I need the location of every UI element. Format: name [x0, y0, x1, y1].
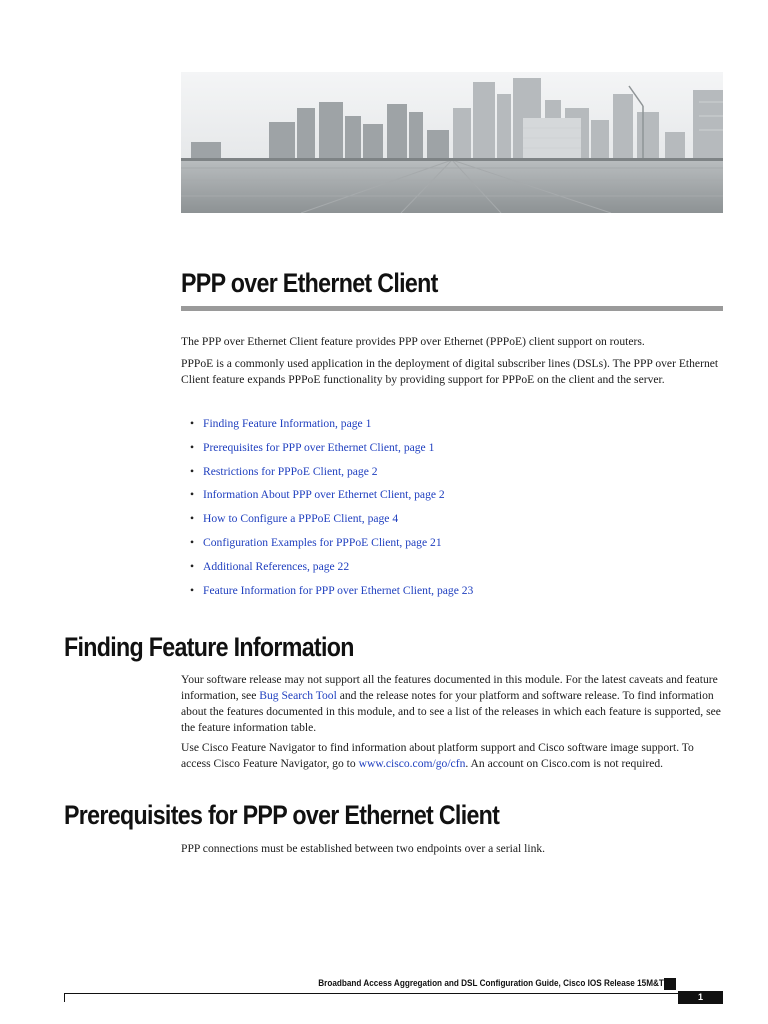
toc-link[interactable]: Configuration Examples for PPPoE Client, page 21 — [203, 535, 442, 549]
toc-link[interactable]: Additional References, page 22 — [203, 559, 350, 573]
intro-paragraph-2: PPPoE is a commonly used application in the deployment of digital subscriber lines (DSLs). The PPP over Ethernet Client feature expands PPPoE functionality by providing support for PPPoE on the client and the server. — [181, 357, 719, 386]
toc-item[interactable] — [190, 440, 473, 464]
toc-list — [190, 416, 473, 606]
toc-item[interactable] — [190, 535, 473, 559]
title-divider — [181, 306, 723, 311]
bug-search-tool-link[interactable]: Bug Search Tool — [259, 689, 337, 702]
footer-marker — [664, 978, 676, 990]
section1-paragraph-2 — [181, 740, 726, 772]
section-heading-finding-feature-information: Finding Feature Information — [64, 632, 354, 662]
bullet-icon: • — [190, 417, 195, 430]
footer-guide-title: Broadband Access Aggregation and DSL Configuration Guide, Cisco IOS Release 15M&T — [318, 978, 664, 989]
toc-item[interactable] — [190, 487, 473, 511]
bullet-icon: • — [190, 488, 195, 502]
toc-link[interactable]: Feature Information for PPP over Ethernet Client, page 23 — [203, 583, 474, 597]
toc-link[interactable]: How to Configure a PPPoE Client, page 4 — [203, 512, 399, 526]
bullet-icon: • — [190, 440, 195, 454]
toc-item[interactable] — [190, 464, 473, 488]
section1-paragraph-2-text-a: Use Cisco Feature Navigator to find information about platform support and Cisco software image support. To access Cisco Feature Navigator, go to — [181, 741, 694, 770]
footer-tick — [64, 993, 65, 1002]
section-heading-prerequisites: Prerequisites for PPP over Ethernet Client — [64, 800, 500, 830]
intro-paragraph-1: The PPP over Ethernet Client feature provides PPP over Ethernet (PPPoE) client support on routers. — [181, 335, 645, 348]
footer-rule — [64, 993, 723, 994]
toc-item[interactable] — [190, 559, 473, 583]
bullet-icon: • — [190, 535, 195, 549]
bullet-icon: • — [190, 464, 195, 478]
section1-paragraph-1 — [181, 672, 726, 736]
section1-paragraph-1-text-a: Your software release may not support all the features documented in this module. For the latest caveats and feature information, see — [181, 673, 718, 702]
toc-link[interactable]: Prerequisites for PPP over Ethernet Client, page 1 — [203, 440, 435, 454]
page-number: 1 — [678, 991, 723, 1004]
toc-item[interactable] — [190, 511, 473, 535]
bullet-icon: • — [190, 583, 195, 597]
toc-link[interactable]: Information About PPP over Ethernet Client, page 2 — [203, 488, 445, 502]
toc-link[interactable]: Restrictions for PPPoE Client, page 2 — [203, 464, 378, 478]
bullet-icon: • — [190, 512, 195, 526]
section1-paragraph-1-text-b: and the release notes for your platform and software release. To find information about the features documented in this module, and to see a list of the releases in which each feature is supported, see the feature information table. — [181, 689, 721, 734]
section2-paragraph-1: PPP connections must be established between two endpoints over a serial link. — [181, 842, 546, 855]
bullet-icon: • — [190, 559, 195, 573]
section1-paragraph-2-text-b: . An account on Cisco.com is not required. — [465, 757, 664, 770]
toc-link[interactable]: Finding Feature Information, page 1 — [203, 417, 372, 430]
cisco-feature-navigator-link[interactable]: www.cisco.com/go/cfn — [358, 757, 466, 770]
document-title: PPP over Ethernet Client — [181, 268, 438, 298]
toc-item[interactable] — [190, 583, 473, 607]
toc-item[interactable] — [190, 416, 473, 440]
header-skyline-image — [181, 72, 723, 213]
